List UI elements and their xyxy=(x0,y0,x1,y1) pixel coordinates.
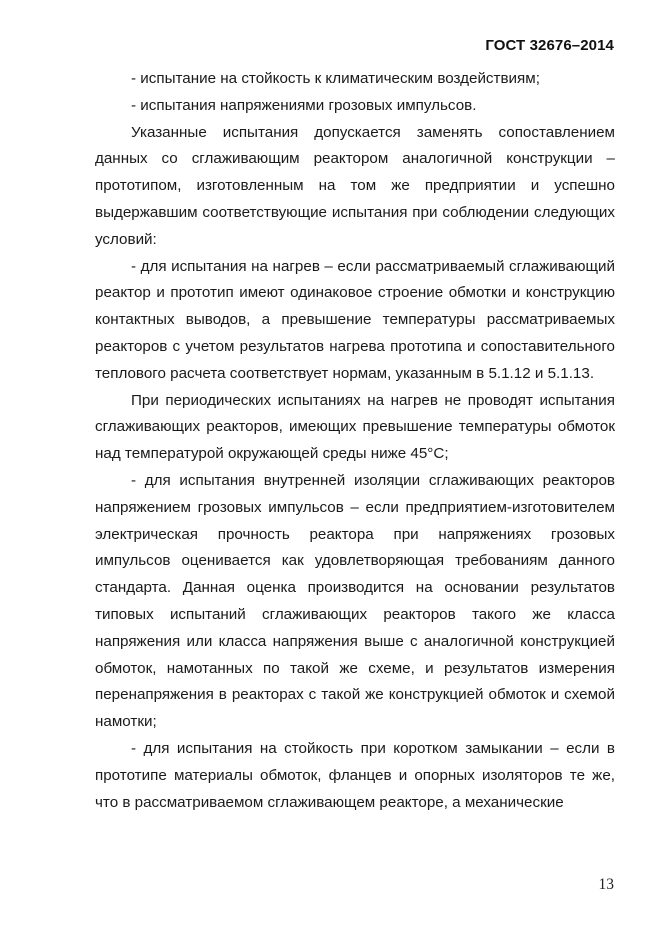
paragraph-periodic-tests: При периодических испытаниях на нагрев не проводят испытания сглаживающих реакторов, имеющих превышение температуры обмоток над температурой окружающей среды ниже 45°С; xyxy=(95,391,615,463)
paragraph-short-circuit-test: - для испытания на стойкость при коротком замыкании – если в прототипе материалы обмоток, фланцев и опорных изоляторов те же, что в рассматриваемом сглаживающем реакторе, а механические xyxy=(95,739,615,811)
paragraph-heating-test: - для испытания на нагрев – если рассматриваемый сглаживающий реактор и прототип имеют одинаковое строение обмотки и конструкцию контактных выводов, а превышение температуры рассматриваемых реакторов с учетом результатов нагрева прототипа и сопоставительного теплового расчета соответствует нормам, указанным в 5.1.12 и 5.1.13. xyxy=(95,257,615,382)
document-body xyxy=(95,66,615,816)
paragraph-internal-insulation-test: - для испытания внутренней изоляции сглаживающих реакторов напряжением грозовых импульсов – если предприятием-изготовителем электрическая прочность реактора при напряжениях грозовых импульсов оценивается как удовлетворяющая требованиям данного стандарта. Данная оценка производится на основании результатов типовых испытаний сглаживающих реакторов такого же класса напряжения или класса напряжения выше с аналогичной конструкцией обмоток, намотанных по такой же схеме, и результатов измерения перенапряжения в реакторах с такой же конструкцией обмоток и схемой намотки; xyxy=(95,471,615,731)
paragraph-lightning-impulse-test: - испытания напряжениями грозовых импульсов. xyxy=(131,96,477,114)
paragraph-replacement-conditions: Указанные испытания допускается заменять сопоставлением данных со сглаживающим реактором аналогичной конструкции – прототипом, изготовленным на том же предприятии и успешно выдержавшим соответствующие испытания при соблюдении следующих условий: xyxy=(95,123,615,248)
page-number: 13 xyxy=(598,876,614,893)
paragraph-climatic-test: - испытание на стойкость к климатическим воздействиям; xyxy=(131,70,540,87)
document-standard-header: ГОСТ 32676–2014 xyxy=(485,37,614,54)
